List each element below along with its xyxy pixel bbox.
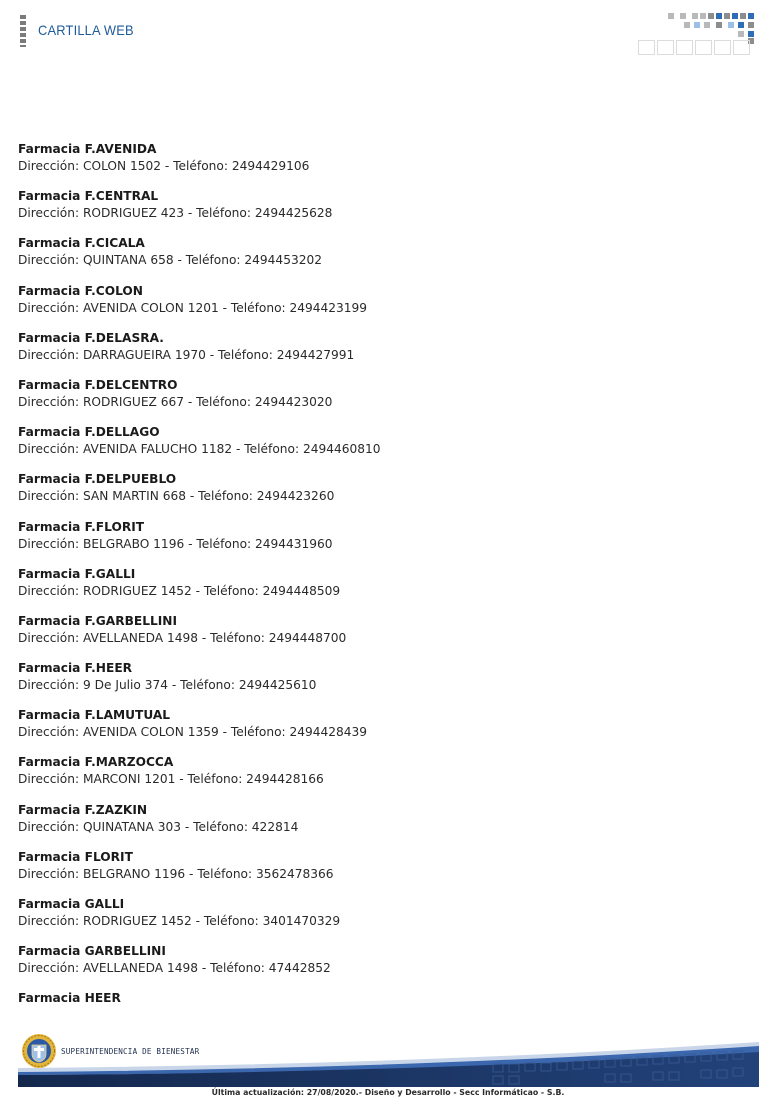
logo-square — [716, 13, 722, 19]
logo-frame — [714, 40, 731, 55]
pharmacy-name: Farmacia F.MARZOCCA — [18, 755, 174, 770]
pharmacy-address-phone: Dirección: COLON 1502 - Teléfono: 2494429106 — [18, 159, 310, 173]
pharmacy-address-phone: Dirección: AVENIDA FALUCHO 1182 - Teléfono: 2494460810 — [18, 442, 381, 457]
pharmacy-item — [18, 424, 718, 471]
logo-frame — [657, 40, 674, 55]
logo-square — [740, 13, 746, 19]
pharmacy-item — [18, 707, 718, 754]
pharmacy-item — [18, 377, 718, 424]
pharmacy-name: Farmacia F.AVENIDA — [18, 142, 157, 156]
brand-bars-icon — [20, 15, 26, 47]
pharmacy-name: Farmacia F.GARBELLINI — [18, 613, 178, 628]
last-update-line: Última actualización: 27/08/2020.- Diseño y Desarrollo - Secc Informáticao - S.B. — [211, 1088, 565, 1097]
pharmacy-address-phone: Dirección: QUINTANA 658 - Teléfono: 2494453202 — [18, 253, 322, 268]
pharmacy-item — [18, 849, 718, 896]
pharmacy-list — [18, 141, 718, 1038]
pharmacy-name: Farmacia F.FLORIT — [18, 519, 145, 534]
pharmacy-item — [18, 519, 718, 566]
logo-square — [680, 13, 686, 19]
pharmacy-address-phone: Dirección: RODRIGUEZ 667 - Teléfono: 2494423020 — [18, 394, 333, 409]
pharmacy-address-phone: Dirección: SAN MARTIN 668 - Teléfono: 2494423260 — [18, 489, 335, 504]
pharmacy-address-phone: Dirección: AVENIDA COLON 1201 - Teléfono: 2494423199 — [18, 300, 368, 315]
pharmacy-name: Farmacia F.CENTRAL — [18, 189, 159, 204]
pharmacy-item — [18, 660, 718, 707]
logo-square — [738, 31, 744, 37]
logo-square — [724, 13, 730, 19]
pharmacy-address-phone: Dirección: BELGRABO 1196 - Teléfono: 2494431960 — [18, 536, 333, 551]
pharmacy-name: Farmacia F.COLON — [18, 283, 143, 298]
pharmacy-name: Farmacia FLORIT — [18, 849, 133, 864]
pharmacy-address-phone: Dirección: RODRIGUEZ 423 - Teléfono: 2494425628 — [18, 206, 333, 221]
pharmacy-name: Farmacia F.DELCENTRO — [18, 377, 178, 392]
pharmacy-address-phone: Dirección: BELGRANO 1196 - Teléfono: 3562478366 — [18, 866, 334, 881]
logo-square — [716, 22, 722, 28]
pharmacy-item — [18, 802, 718, 849]
logo-square — [708, 13, 714, 19]
logo-frame — [695, 40, 712, 55]
pharmacy-address-phone: Dirección: QUINATANA 303 - Teléfono: 422814 — [18, 819, 299, 834]
pharmacy-name: Farmacia F.DELASRA. — [18, 330, 164, 345]
page-title: CARTILLA WEB — [38, 22, 134, 38]
pharmacy-name: Farmacia GARBELLINI — [18, 944, 166, 959]
pharmacy-name: Farmacia F.DELLAGO — [18, 425, 160, 440]
logo-frame — [638, 40, 655, 55]
logo-square — [668, 13, 674, 19]
logo-square — [748, 31, 754, 37]
pharmacy-item — [18, 896, 718, 943]
pixel-logo-icon — [638, 10, 759, 48]
pharmacy-address-phone: Dirección: MARCONI 1201 - Teléfono: 2494428166 — [18, 772, 324, 787]
pharmacy-item — [18, 471, 718, 518]
pharmacy-item — [18, 141, 718, 188]
pharmacy-item — [18, 283, 718, 330]
footer-wave-graphic — [18, 1030, 759, 1087]
pharmacy-item — [18, 330, 718, 377]
pharmacy-name: Farmacia F.CICALA — [18, 236, 145, 251]
logo-square — [692, 13, 698, 19]
logo-square — [738, 22, 744, 28]
footer-band — [18, 1030, 759, 1087]
pharmacy-name: Farmacia F.ZAZKIN — [18, 802, 148, 817]
logo-square — [748, 22, 754, 28]
pharmacy-item — [18, 943, 718, 990]
pharmacy-item — [18, 235, 718, 282]
pharmacy-address-phone: Dirección: AVELLANEDA 1498 - Teléfono: 47442852 — [18, 961, 331, 976]
seal-icon — [21, 1033, 57, 1069]
pharmacy-address-phone: Dirección: AVELLANEDA 1498 - Teléfono: 2494448700 — [18, 630, 347, 645]
logo-square — [728, 22, 734, 28]
pharmacy-name: Farmacia F.DELPUEBLO — [18, 472, 177, 487]
logo-square — [704, 22, 710, 28]
organization-name: SUPERINTENDENCIA DE BIENESTAR — [61, 1047, 200, 1056]
logo-square — [700, 13, 706, 19]
pharmacy-item — [18, 613, 718, 660]
pharmacy-address-phone: Dirección: RODRIGUEZ 1452 - Teléfono: 3401470329 — [18, 914, 341, 928]
pharmacy-address-phone: Dirección: RODRIGUEZ 1452 - Teléfono: 2494448509 — [18, 583, 341, 598]
pharmacy-name: Farmacia GALLI — [18, 897, 125, 911]
logo-frame — [733, 40, 750, 55]
pharmacy-address-phone: Dirección: 9 De Julio 374 - Teléfono: 2494425610 — [18, 678, 317, 693]
logo-square — [694, 22, 700, 28]
pharmacy-item — [18, 566, 718, 613]
pharmacy-name: Farmacia F.GALLI — [18, 566, 136, 581]
pharmacy-item — [18, 188, 718, 235]
logo-square — [748, 13, 754, 19]
logo-frame — [676, 40, 693, 55]
pharmacy-name: Farmacia F.HEER — [18, 661, 133, 676]
pharmacy-address-phone: Dirección: AVENIDA COLON 1359 - Teléfono: 2494428439 — [18, 725, 368, 740]
logo-square — [732, 13, 738, 19]
pharmacy-address-phone: Dirección: DARRAGUEIRA 1970 - Teléfono: 2494427991 — [18, 347, 355, 362]
logo-square — [684, 22, 690, 28]
pharmacy-item — [18, 754, 718, 801]
pharmacy-name: Farmacia HEER — [18, 991, 121, 1006]
pharmacy-name: Farmacia F.LAMUTUAL — [18, 708, 171, 723]
